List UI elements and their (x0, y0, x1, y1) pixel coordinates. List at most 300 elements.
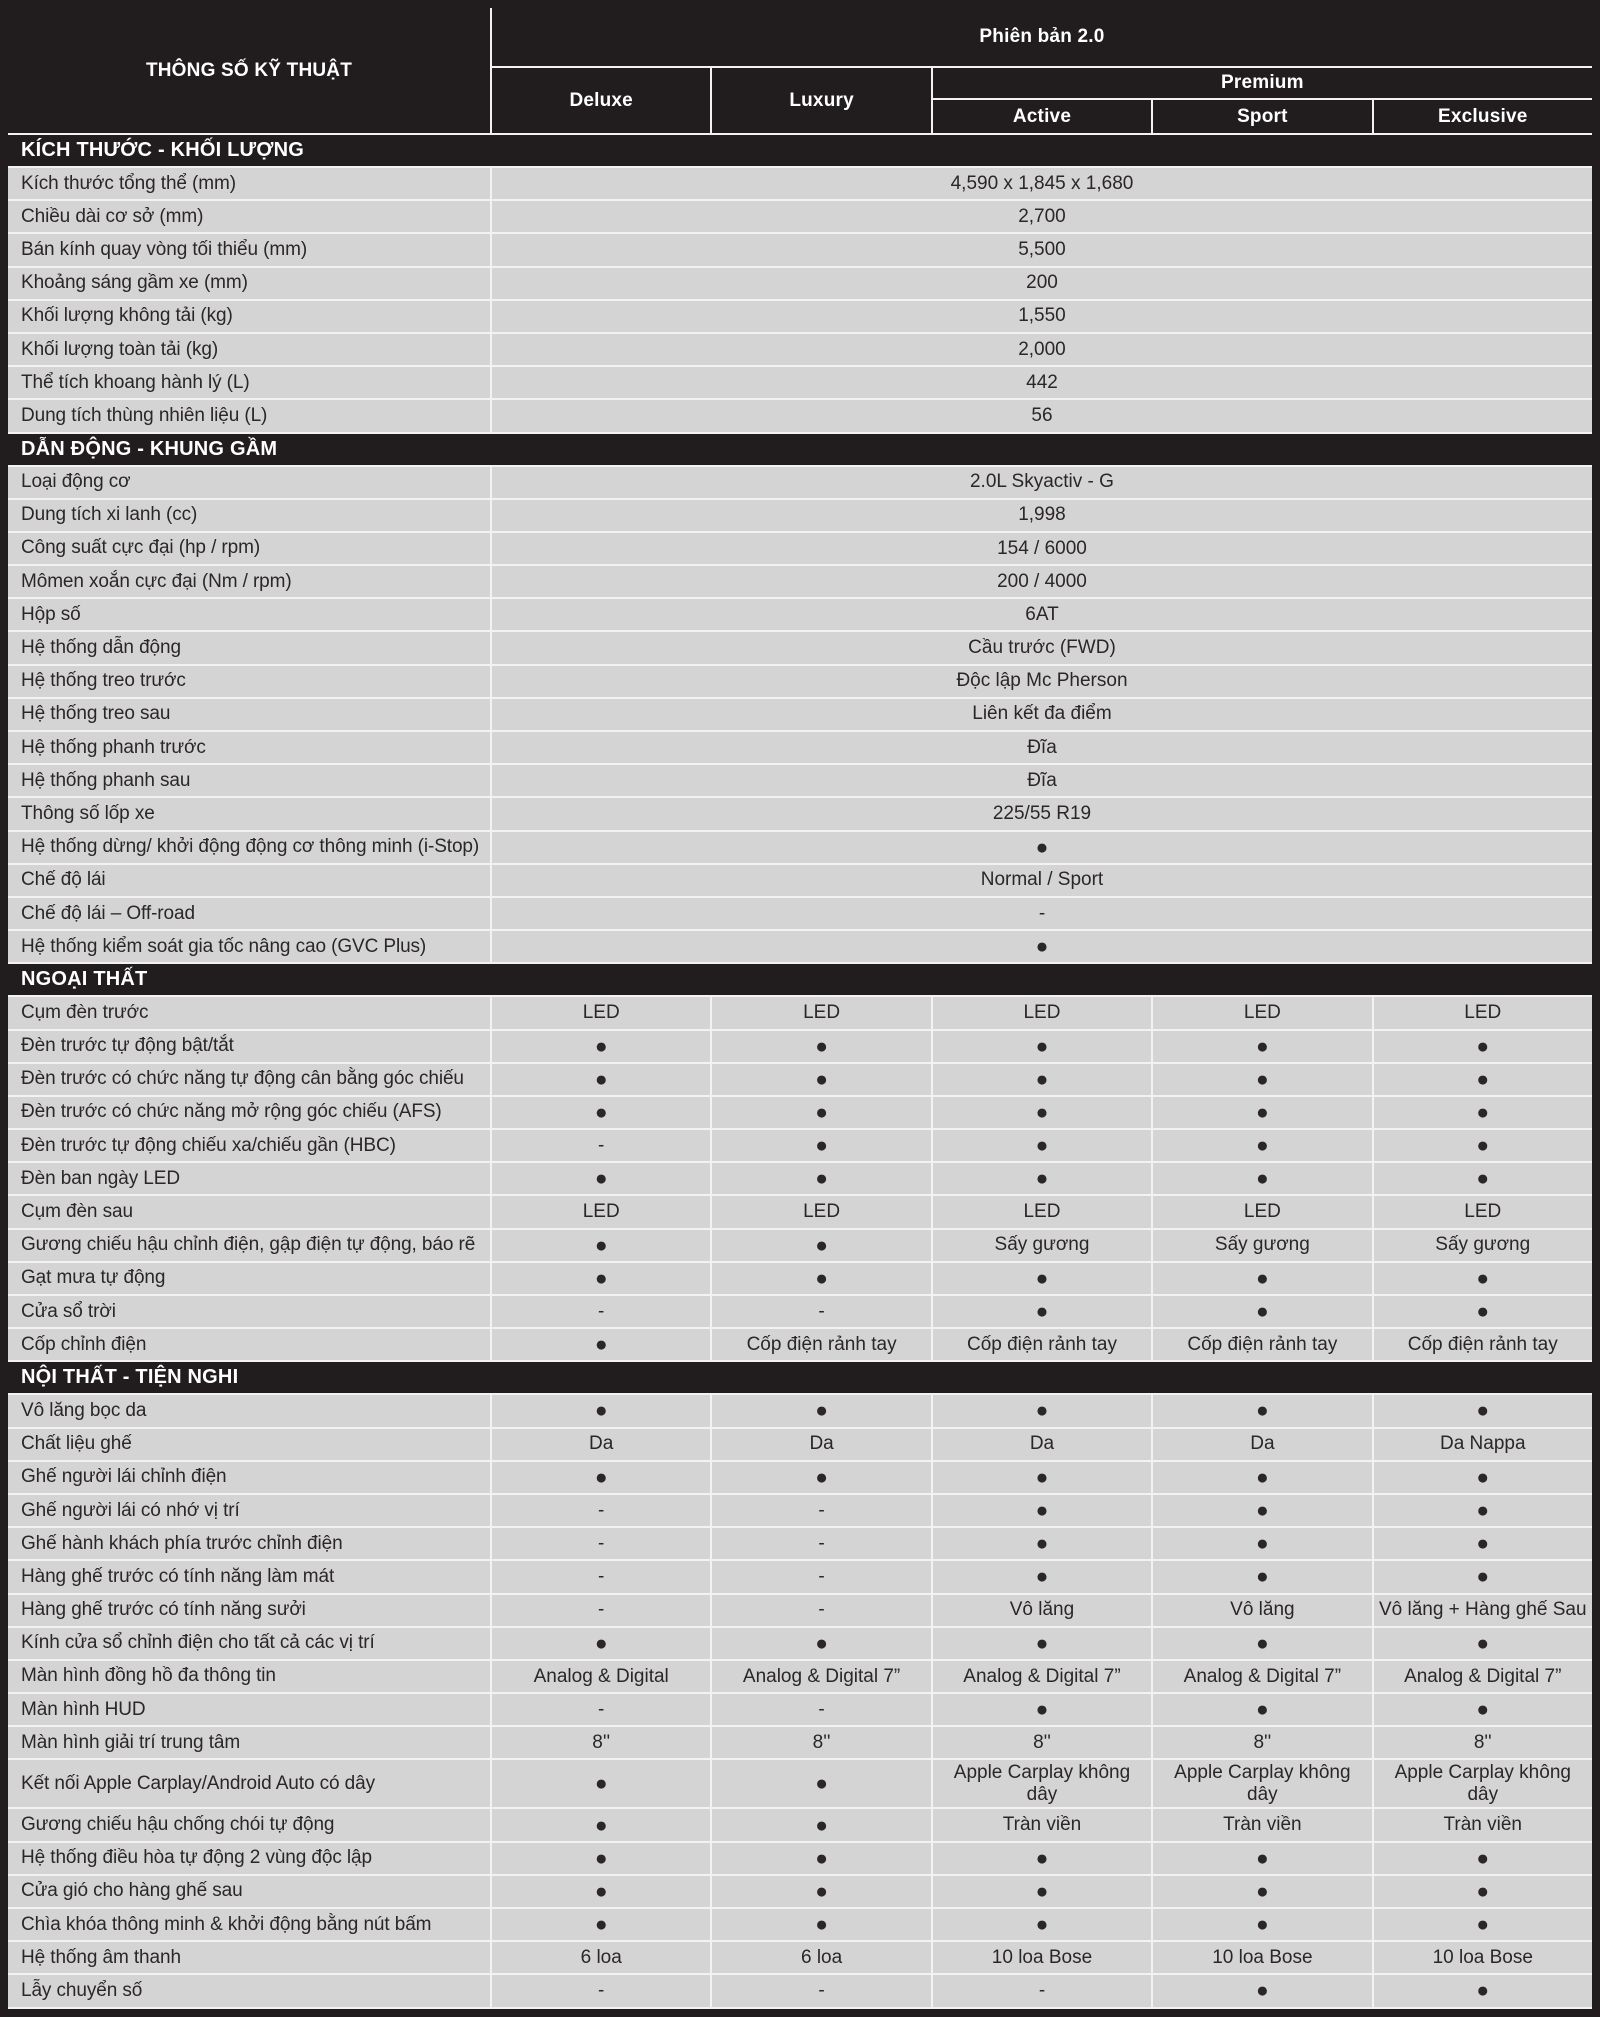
value-cell: 6 loa (710, 1942, 930, 1973)
availability-dot-icon: ● (1256, 1979, 1269, 2003)
value-cell (1372, 1064, 1592, 1095)
availability-dot-icon: ● (594, 1631, 608, 1655)
value-cell: LED (490, 997, 710, 1028)
value-cell (931, 1462, 1151, 1493)
availability-dot-icon: ● (1476, 1465, 1490, 1489)
value-cell (931, 1031, 1151, 1062)
row-label: Chất liệu ghế (21, 1433, 132, 1455)
value-cell (490, 1097, 710, 1128)
value-cell: Tràn viền (931, 1809, 1151, 1840)
row-label: Cửa gió cho hàng ghế sau (21, 1880, 243, 1902)
value-cell (490, 1462, 710, 1493)
value-cell: Analog & Digital (490, 1661, 710, 1692)
value-cell (1151, 1628, 1371, 1659)
value-cell (931, 1528, 1151, 1559)
value-cell: Cốp điện rảnh tay (1151, 1329, 1371, 1360)
spec-row (8, 1628, 1592, 1661)
version-header-cell: Phiên bản 2.0 (490, 8, 1592, 68)
availability-dot-icon: ● (1476, 1034, 1490, 1058)
availability-dot-icon: ● (815, 1813, 828, 1837)
spec-row (8, 1909, 1592, 1942)
value-cell (1151, 1462, 1371, 1493)
value-cell: Analog & Digital 7” (1151, 1661, 1371, 1692)
availability-dot-icon: ● (1035, 1532, 1049, 1556)
value-cell: LED (1372, 997, 1592, 1028)
row-label: Chế độ lái (21, 869, 106, 891)
spec-row (8, 1876, 1592, 1909)
row-label: Hệ thống treo trước (21, 670, 186, 692)
row-label: Khối lượng toàn tải (kg) (21, 338, 219, 360)
availability-dot-icon: ● (594, 1465, 608, 1489)
availability-dot-icon: ● (1035, 1266, 1049, 1290)
spec-row (8, 268, 1592, 301)
value-cell: 8'' (710, 1727, 930, 1758)
value-cell (931, 1561, 1151, 1592)
availability-dot-icon: ● (1476, 1399, 1490, 1423)
value-cell (931, 1628, 1151, 1659)
value-cell: - (710, 1595, 930, 1626)
availability-dot-icon: ● (594, 1846, 608, 1870)
merged-value-cell: 2,700 (490, 201, 1592, 232)
value-cell: - (931, 1975, 1151, 2006)
table-title-cell: THÔNG SỐ KỸ THUẬT (145, 59, 353, 81)
availability-dot-icon: ● (1256, 1034, 1269, 1058)
spec-row (8, 201, 1592, 234)
spec-row (8, 400, 1592, 433)
value-cell (931, 1395, 1151, 1426)
value-cell (931, 1495, 1151, 1526)
column-group-header-premium: Premium (931, 68, 1592, 100)
value-cell (490, 1163, 710, 1194)
row-label: Thể tích khoang hành lý (L) (21, 371, 250, 393)
merged-value-cell: - (490, 898, 1592, 929)
value-cell (1151, 1843, 1371, 1874)
value-cell (931, 1263, 1151, 1294)
availability-dot-icon: ● (1256, 1846, 1269, 1870)
spec-row (8, 500, 1592, 533)
value-cell (710, 1809, 930, 1840)
spec-row (8, 234, 1592, 267)
value-cell (931, 1163, 1151, 1194)
row-label: Chiều dài cơ sở (mm) (21, 205, 204, 227)
value-cell (931, 1064, 1151, 1095)
spec-row (8, 1694, 1592, 1727)
availability-dot-icon: ● (815, 1631, 828, 1655)
merged-value-cell: 1,550 (490, 301, 1592, 332)
availability-dot-icon: ● (815, 1772, 828, 1796)
row-label: Khối lượng không tải (kg) (21, 305, 233, 327)
availability-dot-icon: ● (1256, 1300, 1269, 1324)
value-cell: 8'' (1372, 1727, 1592, 1758)
spec-row (8, 1942, 1592, 1975)
value-cell (1372, 1909, 1592, 1940)
column-header-deluxe: Deluxe (490, 68, 710, 133)
value-cell (931, 1876, 1151, 1907)
spec-row (8, 1263, 1592, 1296)
value-cell (931, 1909, 1151, 1940)
value-cell (490, 1395, 710, 1426)
row-label: Dung tích thùng nhiên liệu (L) (21, 404, 268, 426)
row-label: Cụm đèn trước (21, 1001, 149, 1023)
availability-dot-icon: ● (594, 1399, 608, 1423)
spec-row (8, 301, 1592, 334)
row-label: Ghế người lái chỉnh điện (21, 1466, 227, 1488)
value-cell (1372, 1163, 1592, 1194)
row-label: Hệ thống phanh trước (21, 736, 206, 758)
value-cell: 6 loa (490, 1942, 710, 1973)
row-label: Lẫy chuyển số (21, 1979, 143, 2001)
value-cell (1151, 1031, 1371, 1062)
spec-row (8, 566, 1592, 599)
row-label: Loại động cơ (21, 471, 131, 493)
availability-dot-icon: ● (815, 1100, 828, 1124)
row-label: Hệ thống kiểm soát gia tốc nâng cao (GVC Plus) (21, 935, 427, 957)
availability-dot-icon: ● (1035, 1100, 1049, 1124)
value-cell (1372, 1495, 1592, 1526)
row-label: Hệ thống điều hòa tự động 2 vùng độc lập (21, 1847, 372, 1869)
spec-row (8, 334, 1592, 367)
merged-value-cell: 200 / 4000 (490, 566, 1592, 597)
value-cell (490, 1876, 710, 1907)
availability-dot-icon: ● (815, 1167, 828, 1191)
row-label: Dung tích xi lanh (cc) (21, 504, 198, 526)
value-cell (1372, 1694, 1592, 1725)
value-cell (1372, 1462, 1592, 1493)
row-label: Vô lăng bọc da (21, 1399, 147, 1421)
availability-dot-icon: ● (815, 1266, 828, 1290)
spec-row (8, 1031, 1592, 1064)
value-cell (1151, 1561, 1371, 1592)
merged-value-cell: 154 / 6000 (490, 533, 1592, 564)
row-label: Mômen xoắn cực đại (Nm / rpm) (21, 570, 292, 592)
row-label: Thông số lốp xe (21, 802, 155, 824)
value-cell (710, 1097, 930, 1128)
spec-row (8, 1495, 1592, 1528)
availability-dot-icon: ● (815, 1399, 828, 1423)
row-label: Màn hình giải trí trung tâm (21, 1731, 241, 1753)
availability-dot-icon: ● (1256, 1879, 1269, 1903)
spec-row (8, 1809, 1592, 1842)
value-cell (1372, 1628, 1592, 1659)
value-cell (1372, 1097, 1592, 1128)
value-cell (1372, 1975, 1592, 2006)
value-cell (490, 1031, 710, 1062)
spec-row (8, 997, 1592, 1030)
availability-dot-icon: ● (1256, 1167, 1269, 1191)
spec-row (8, 699, 1592, 732)
row-label: Đèn trước có chức năng mở rộng góc chiếu (AFS) (21, 1101, 442, 1123)
value-cell: Apple Carplay không dây (1151, 1760, 1371, 1807)
spec-row (8, 599, 1592, 632)
merged-value-cell: Liên kết đa điểm (490, 699, 1592, 730)
merged-value-cell: 442 (490, 367, 1592, 398)
value-cell (710, 1909, 930, 1940)
row-label: Gương chiếu hậu chống chói tự động (21, 1814, 335, 1836)
availability-dot-icon: ● (1035, 835, 1049, 859)
value-cell (710, 1462, 930, 1493)
merged-value-cell: 2.0L Skyactiv - G (490, 467, 1592, 498)
value-cell: Analog & Digital 7” (1372, 1661, 1592, 1692)
column-header-exclusive: Exclusive (1372, 100, 1592, 133)
table-header (8, 8, 1592, 135)
row-label: Màn hình đồng hồ đa thông tin (21, 1665, 276, 1687)
spec-row (8, 1097, 1592, 1130)
value-cell (490, 1628, 710, 1659)
availability-dot-icon: ● (594, 1067, 608, 1091)
merged-value-cell: 5,500 (490, 234, 1592, 265)
merged-value-cell: Đĩa (490, 765, 1592, 796)
value-cell: 10 loa Bose (1151, 1942, 1371, 1973)
merged-value-cell: Normal / Sport (490, 865, 1592, 896)
spec-row (8, 865, 1592, 898)
availability-dot-icon: ● (594, 1879, 608, 1903)
availability-dot-icon: ● (815, 1913, 828, 1937)
column-header-active: Active (931, 100, 1151, 133)
value-cell: Tràn viền (1151, 1809, 1371, 1840)
row-label: Hệ thống phanh sau (21, 769, 191, 791)
availability-dot-icon: ● (815, 1879, 828, 1903)
value-cell (710, 1163, 930, 1194)
value-cell (1372, 1528, 1592, 1559)
value-cell: Sấy gương (931, 1230, 1151, 1261)
section-header-0: KÍCH THƯỚC - KHỐI LƯỢNG (8, 135, 1592, 168)
value-cell: Cốp điện rảnh tay (1372, 1329, 1592, 1360)
merged-value-cell: 56 (490, 400, 1592, 431)
availability-dot-icon: ● (1476, 1499, 1490, 1523)
value-cell: 10 loa Bose (931, 1942, 1151, 1973)
availability-dot-icon: ● (1035, 1465, 1049, 1489)
availability-dot-icon: ● (815, 1846, 828, 1870)
availability-dot-icon: ● (1256, 1913, 1269, 1937)
value-cell (931, 1694, 1151, 1725)
value-cell: Vô lăng + Hàng ghế Sau (1372, 1595, 1592, 1626)
row-label: Cửa sổ trời (21, 1300, 116, 1322)
merged-value-cell: 2,000 (490, 334, 1592, 365)
value-cell (1151, 1909, 1371, 1940)
spec-row (8, 666, 1592, 699)
spec-row (8, 832, 1592, 865)
availability-dot-icon: ● (1476, 1879, 1490, 1903)
merged-value-cell (490, 931, 1592, 962)
availability-dot-icon: ● (1256, 1100, 1269, 1124)
spec-row (8, 931, 1592, 964)
row-label: Đèn ban ngày LED (21, 1167, 180, 1189)
value-cell: Tràn viền (1372, 1809, 1592, 1840)
merged-value-cell: Cầu trước (FWD) (490, 632, 1592, 663)
spec-row (8, 1395, 1592, 1428)
row-label: Công suất cực đại (hp / rpm) (21, 537, 261, 559)
value-cell (1151, 1263, 1371, 1294)
spec-row (8, 467, 1592, 500)
value-cell: LED (710, 1196, 930, 1227)
row-label: Gạt mưa tự động (21, 1267, 166, 1289)
availability-dot-icon: ● (815, 1465, 828, 1489)
value-cell (710, 1843, 930, 1874)
value-cell: Analog & Digital 7” (710, 1661, 930, 1692)
spec-row (8, 798, 1592, 831)
availability-dot-icon: ● (1035, 1067, 1049, 1091)
section-header-1: DẪN ĐỘNG - KHUNG GẦM (8, 434, 1592, 467)
value-cell: LED (490, 1196, 710, 1227)
row-label: Kết nối Apple Carplay/Android Auto có dây (21, 1772, 375, 1794)
value-cell: LED (710, 997, 930, 1028)
availability-dot-icon: ● (1476, 1100, 1490, 1124)
availability-dot-icon: ● (594, 1813, 608, 1837)
availability-dot-icon: ● (1476, 1266, 1490, 1290)
row-label: Màn hình HUD (21, 1698, 146, 1720)
value-cell (1372, 1296, 1592, 1327)
value-cell (1372, 1561, 1592, 1592)
availability-dot-icon: ● (1256, 1134, 1269, 1158)
value-cell: LED (1151, 997, 1371, 1028)
row-label: Hệ thống dừng/ khởi động động cơ thông minh (i-Stop) (21, 836, 480, 858)
row-label: Ghế hành khách phía trước chỉnh điện (21, 1532, 343, 1554)
row-label: Chế độ lái – Off-road (21, 902, 195, 924)
value-cell: - (490, 1296, 710, 1327)
availability-dot-icon: ● (815, 1034, 828, 1058)
availability-dot-icon: ● (1256, 1565, 1269, 1589)
availability-dot-icon: ● (1476, 1846, 1490, 1870)
spec-row (8, 1329, 1592, 1362)
availability-dot-icon: ● (1035, 1631, 1049, 1655)
merged-value-cell: 6AT (490, 599, 1592, 630)
value-cell: - (490, 1694, 710, 1725)
column-header-sport: Sport (1151, 100, 1371, 133)
availability-dot-icon: ● (594, 1167, 608, 1191)
value-cell (1151, 1694, 1371, 1725)
value-cell (710, 1064, 930, 1095)
row-label: Đèn trước có chức năng tự động cân bằng góc chiếu (21, 1068, 464, 1090)
availability-dot-icon: ● (594, 1034, 608, 1058)
column-header-luxury: Luxury (710, 68, 930, 133)
availability-dot-icon: ● (1035, 1846, 1049, 1870)
availability-dot-icon: ● (1476, 1300, 1490, 1324)
row-label: Chìa khóa thông minh & khởi động bằng nút bấm (21, 1913, 432, 1935)
value-cell: - (490, 1130, 710, 1161)
availability-dot-icon: ● (594, 1913, 608, 1937)
value-cell (1151, 1528, 1371, 1559)
value-cell (710, 1031, 930, 1062)
value-cell (1151, 1097, 1371, 1128)
value-cell: LED (931, 1196, 1151, 1227)
availability-dot-icon: ● (1035, 1134, 1049, 1158)
availability-dot-icon: ● (1035, 1399, 1049, 1423)
merged-value-cell (490, 832, 1592, 863)
section-header-2: NGOẠI THẤT (8, 964, 1592, 997)
table-body (8, 135, 1592, 2009)
value-cell (1372, 1130, 1592, 1161)
value-cell (931, 1097, 1151, 1128)
merged-value-cell: 4,590 x 1,845 x 1,680 (490, 168, 1592, 199)
value-cell (1372, 1031, 1592, 1062)
value-cell: - (490, 1975, 710, 2006)
value-cell: 8'' (490, 1727, 710, 1758)
value-cell (1372, 1843, 1592, 1874)
value-cell (931, 1296, 1151, 1327)
spec-row (8, 1975, 1592, 2008)
availability-dot-icon: ● (1476, 1134, 1490, 1158)
spec-table (8, 8, 1592, 2009)
spec-row (8, 1196, 1592, 1229)
value-cell: - (490, 1495, 710, 1526)
value-cell (710, 1263, 930, 1294)
availability-dot-icon: ● (1256, 1698, 1269, 1722)
value-cell (1372, 1263, 1592, 1294)
value-cell (931, 1843, 1151, 1874)
row-label: Ghế người lái có nhớ vị trí (21, 1499, 240, 1521)
value-cell (710, 1130, 930, 1161)
spec-row (8, 898, 1592, 931)
value-cell: Vô lăng (931, 1595, 1151, 1626)
availability-dot-icon: ● (1476, 1979, 1490, 2003)
availability-dot-icon: ● (1476, 1532, 1490, 1556)
availability-dot-icon: ● (1035, 1565, 1049, 1589)
value-cell (1151, 1130, 1371, 1161)
row-label: Cụm đèn sau (21, 1201, 133, 1223)
value-cell: Apple Carplay không dây (931, 1760, 1151, 1807)
value-cell (490, 1263, 710, 1294)
row-label: Khoảng sáng gầm xe (mm) (21, 272, 248, 294)
value-cell: - (710, 1694, 930, 1725)
value-cell (1151, 1975, 1371, 2006)
value-cell (490, 1809, 710, 1840)
merged-value-cell: 1,998 (490, 500, 1592, 531)
spec-row (8, 732, 1592, 765)
spec-row (8, 1843, 1592, 1876)
availability-dot-icon: ● (594, 1233, 608, 1257)
row-label: Hộp số (21, 603, 81, 625)
spec-row (8, 1595, 1592, 1628)
row-label: Cốp chỉnh điện (21, 1333, 147, 1355)
availability-dot-icon: ● (1256, 1532, 1269, 1556)
value-cell: LED (1372, 1196, 1592, 1227)
merged-value-cell: Độc lập Mc Pherson (490, 666, 1592, 697)
availability-dot-icon: ● (1476, 1913, 1490, 1937)
availability-dot-icon: ● (1256, 1499, 1269, 1523)
value-cell: LED (1151, 1196, 1371, 1227)
value-cell (1151, 1163, 1371, 1194)
availability-dot-icon: ● (594, 1772, 608, 1796)
value-cell: Vô lăng (1151, 1595, 1371, 1626)
availability-dot-icon: ● (1035, 1499, 1049, 1523)
availability-dot-icon: ● (594, 1100, 608, 1124)
availability-dot-icon: ● (1256, 1266, 1269, 1290)
spec-row (8, 1528, 1592, 1561)
merged-value-cell: 200 (490, 268, 1592, 299)
spec-row (8, 1130, 1592, 1163)
value-cell: - (710, 1975, 930, 2006)
row-label: Hệ thống treo sau (21, 703, 171, 725)
value-cell: Da (1151, 1429, 1371, 1460)
availability-dot-icon: ● (815, 1233, 828, 1257)
availability-dot-icon: ● (1035, 1034, 1049, 1058)
spec-row (8, 533, 1592, 566)
availability-dot-icon: ● (1035, 1300, 1049, 1324)
value-cell (1151, 1876, 1371, 1907)
value-cell (490, 1843, 710, 1874)
availability-dot-icon: ● (1256, 1631, 1269, 1655)
row-label: Đèn trước tự động chiếu xa/chiếu gần (HBC) (21, 1134, 396, 1156)
value-cell: Da (490, 1429, 710, 1460)
availability-dot-icon: ● (594, 1333, 608, 1357)
merged-value-cell: 225/55 R19 (490, 798, 1592, 829)
value-cell: - (710, 1495, 930, 1526)
spec-row (8, 632, 1592, 665)
value-cell (1151, 1495, 1371, 1526)
value-cell: Apple Carplay không dây (1372, 1760, 1592, 1807)
availability-dot-icon: ● (1476, 1698, 1490, 1722)
value-cell (710, 1760, 930, 1807)
